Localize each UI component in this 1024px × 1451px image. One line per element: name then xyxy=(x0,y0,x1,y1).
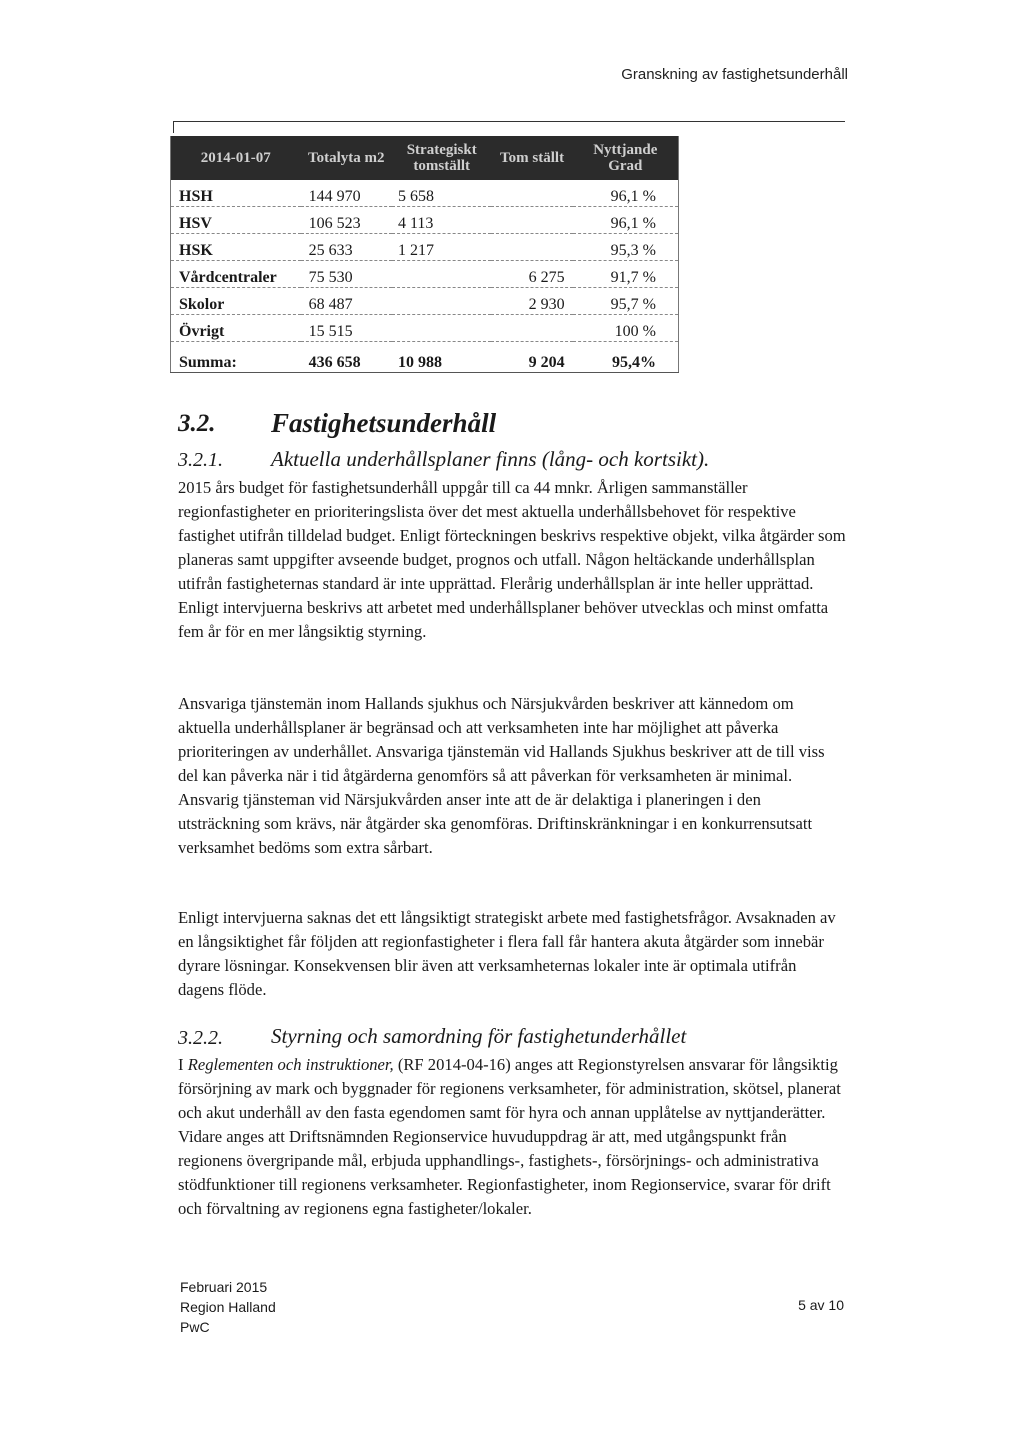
table-row xyxy=(171,288,679,315)
table-row xyxy=(171,180,679,207)
table-cell-strategic: 5 658 xyxy=(392,180,492,207)
header-rule xyxy=(173,121,845,122)
table-cell-name: HSK xyxy=(171,234,301,261)
intro-prefix: I xyxy=(178,1055,188,1074)
table-cell-strategic xyxy=(392,288,492,315)
table-cell-area: 75 530 xyxy=(301,261,392,288)
table-total-row xyxy=(171,342,679,373)
table-header-row xyxy=(171,136,679,180)
table-header-utilization: Nyttjande Grad xyxy=(573,136,679,180)
table-row xyxy=(171,315,679,342)
footer xyxy=(180,1277,276,1337)
table-row xyxy=(171,261,679,288)
table-cell-vacant xyxy=(491,180,572,207)
occupancy-table xyxy=(170,136,679,373)
document-reference: Reglementen och instruktioner, xyxy=(187,1055,394,1074)
table-cell-total-label: Summa: xyxy=(171,342,301,373)
table-cell-name: Övrigt xyxy=(171,315,301,342)
table-cell-area: 25 633 xyxy=(301,234,392,261)
footer-org: Region Halland xyxy=(180,1299,276,1315)
subsection-title: Aktuella underhållsplaner finns (lång- och kortsikt). xyxy=(271,447,710,471)
table-row xyxy=(171,234,679,261)
header-rule-tick xyxy=(173,121,174,133)
paragraph: Enligt intervjuerna saknas det ett långsiktigt strategiskt arbete med fastighetsfrågor. Avsaknaden av en långsiktighet får följden att regionfastigheter i flera fall får hantera akuta åtgärder som innebär dyrare lösningar. Konsekvensen blir även att verksamheternas lokaler inte är optimala utifrån dagens flöde. xyxy=(178,908,836,999)
table-cell-area: 15 515 xyxy=(301,315,392,342)
table-cell-vacant xyxy=(491,207,572,234)
subsection-number: 3.2.1. xyxy=(178,449,223,471)
table-cell-utilization: 96,1 % xyxy=(573,180,679,207)
table-cell-area: 106 523 xyxy=(301,207,392,234)
table-cell-name: Vårdcentraler xyxy=(171,261,301,288)
table-cell-strategic: 1 217 xyxy=(392,234,492,261)
table-header-total-area: Totalyta m2 xyxy=(301,136,392,180)
table-cell-strategic: 4 113 xyxy=(392,207,492,234)
table-cell-total-area: 436 658 xyxy=(301,342,392,373)
table-header-vacant: Tom ställt xyxy=(491,136,572,180)
table-cell-total-utilization: 95,4% xyxy=(573,342,679,373)
table-cell-strategic xyxy=(392,315,492,342)
section-title: Fastighetsunderhåll xyxy=(271,408,497,438)
table-cell-utilization: 96,1 % xyxy=(573,207,679,234)
page-number: 5 av 10 xyxy=(798,1297,844,1313)
table-cell-utilization: 95,3 % xyxy=(573,234,679,261)
paragraph: Ansvariga tjänstemän inom Hallands sjukhus och Närsjukvården beskriver att kännedom om aktuella underhållsplaner är begränsad och att verksamheten inte har möjlighet att påverka prioriteringen av underhållet. Ansvariga tjänstemän vid Hallands Sjukhus beskriver att de till viss del kan påverka när i tid åtgärderna genomförs så att påverkan för verksamheten är minimal. Ansvarig tjänsteman vid Närsjukvården anser inte att de är delaktiga i planeringen i den utsträckning som krävs, när åtgärder ska genomföras. Driftinskränkningar i en konkurrensutsatt verksamhet bedöms som extra sårbart. xyxy=(178,694,825,857)
table-cell-area: 68 487 xyxy=(301,288,392,315)
table-cell-vacant: 6 275 xyxy=(491,261,572,288)
table-header-strategic-vacant: Strategiskt tomställt xyxy=(392,136,492,180)
table-header-date: 2014-01-07 xyxy=(171,136,301,180)
table-cell-name: Skolor xyxy=(171,288,301,315)
table-cell-total-vacant: 9 204 xyxy=(491,342,572,373)
footer-date: Februari 2015 xyxy=(180,1279,268,1295)
table-cell-vacant xyxy=(491,315,572,342)
table-cell-total-strategic: 10 988 xyxy=(392,342,492,373)
table-cell-utilization: 91,7 % xyxy=(573,261,679,288)
table-cell-strategic xyxy=(392,261,492,288)
table-cell-name: HSV xyxy=(171,207,301,234)
subsection-title: Styrning och samordning för fastighetunderhållet xyxy=(271,1024,687,1048)
table-cell-name: HSH xyxy=(171,180,301,207)
section-number: 3.2. xyxy=(178,410,216,437)
table-cell-utilization: 100 % xyxy=(573,315,679,342)
footer-company: PwC xyxy=(180,1319,210,1335)
table-cell-area: 144 970 xyxy=(301,180,392,207)
intro-text: (RF 2014-04-16) anges att Regionstyrelsen ansvarar för långsiktig försörjning av mark och byggnader för regionens verksamheter, för administration, skötsel, planerat och akut underhåll av den fasta egendomen samt för hyra och annan upplåtelse av nyttjanderätter. Vidare anges att Driftsnämnden Regionservice huvuduppdrag är att, med utgångspunkt från regionens övergripande mål, erbjuda upphandlings-, fastighets-, försörjnings- och administrativa stödfunktioner till regionens verksamheter. Regionfastigheter, inom Regionservice, svarar för drift och förvaltning av regionens egna fastigheter/lokaler. xyxy=(178,1055,841,1218)
table-cell-utilization: 95,7 % xyxy=(573,288,679,315)
table-row xyxy=(171,207,679,234)
subsection-number: 3.2.2. xyxy=(178,1027,223,1049)
running-header: Granskning av fastighetsunderhåll xyxy=(621,66,848,83)
table-cell-vacant xyxy=(491,234,572,261)
paragraph: 2015 års budget för fastighetsunderhåll uppgår till ca 44 mnkr. Årligen sammanställer regionfastigheter en prioriteringslista över det mest aktuella underhållsbehovet för respektive fastighet utifrån tilldelad budget. Enligt förteckningen beskrivs respektive objekt, vilka åtgärder som planeras samt uppgifter avseende budget, prognos och utfall. Någon heltäckande underhållsplan utifrån fastigheternas standard är inte upprättad. Flerårig underhållsplan är inte heller upprättad. Enligt intervjuerna beskrivs att arbetet med underhållsplaner behöver utvecklas och minst omfatta fem år för en mer långsiktig styrning. xyxy=(178,478,846,641)
table-cell-vacant: 2 930 xyxy=(491,288,572,315)
paragraph xyxy=(178,1053,846,1221)
